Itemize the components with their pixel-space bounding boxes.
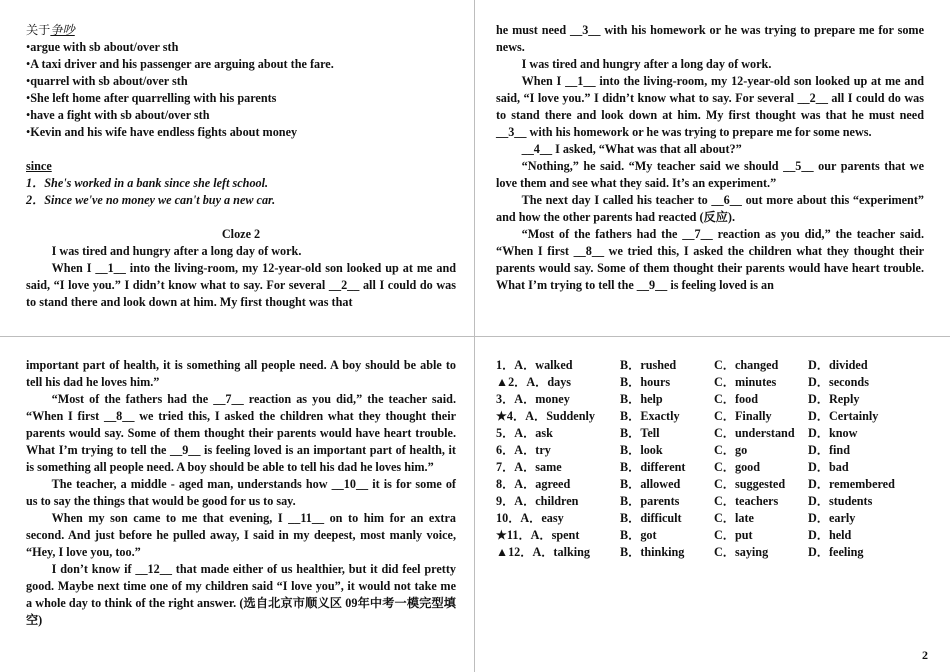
- since-example: 1．She's worked in a bank since she left school.: [26, 176, 269, 190]
- since-heading: since: [26, 159, 52, 173]
- bullet-text: have a fight with sb about/over sth: [30, 108, 210, 122]
- option-choice: C．good: [714, 460, 761, 474]
- option-row: [496, 425, 924, 442]
- option-choice: D．remembered: [808, 477, 895, 491]
- option-row: [496, 510, 924, 527]
- cloze-paragraph: When I __1__ into the living-room, my 12-year-old son looked up at me and said, “I love you.” I didn’t know what to say. For several __2__ all I could do was to stand there and look down at him. My first thought was that: [26, 261, 456, 309]
- option-choice: B．Exactly: [620, 409, 680, 423]
- cloze-title: Cloze 2: [221, 227, 261, 241]
- bullet-mark: •: [26, 108, 31, 122]
- option-choice: B．parents: [620, 494, 680, 508]
- option-row: [496, 459, 924, 476]
- option-choice: B．thinking: [620, 545, 685, 559]
- since-example: 2．Since we've no money we can't buy a new car.: [26, 193, 276, 207]
- option-question: 10．A．easy: [496, 511, 564, 525]
- option-choice: C．minutes: [714, 375, 777, 389]
- option-row: [496, 544, 924, 561]
- bullet-mark: •: [26, 125, 31, 139]
- option-choice: C．suggested: [714, 477, 786, 491]
- topic-heading: [26, 22, 456, 39]
- option-choice: B．difficult: [620, 511, 682, 525]
- option-question: 7．A．same: [496, 460, 562, 474]
- bullet-mark: •: [26, 91, 31, 105]
- option-choice: D．divided: [808, 358, 868, 372]
- option-row: [496, 374, 924, 391]
- cloze-paragraph-continued: he must need __3__ with his homework or he was trying to prepare me for some news.: [496, 23, 924, 54]
- option-question: ▲2．A．days: [496, 375, 572, 389]
- option-choice: C．go: [714, 443, 748, 457]
- option-choice: D．Certainly: [808, 409, 879, 423]
- option-question: ▲12．A．talking: [496, 545, 591, 559]
- option-choice: C．late: [714, 511, 754, 525]
- option-choice: D．held: [808, 528, 852, 542]
- cloze-paragraph: When I __1__ into the living-room, my 12-year-old son looked up at me and said, “I love you.” I didn’t know what to say. For several __2__ all I could do was to stand there and look down at him. My first thought was that he must need __3__ with his homework or he was trying to prepare me for some news.: [496, 74, 924, 139]
- option-question: 3．A．money: [496, 392, 570, 406]
- panel-bottom-right: [496, 357, 924, 561]
- topic-bullet-list: [26, 39, 456, 141]
- cloze-paragraph: I was tired and hungry after a long day of work.: [521, 57, 772, 71]
- cloze-paragraph: When my son came to me that evening, I __11__ on to him for an extra second. And just before he pulled away, I said in my deepest, most manly voice, “Hey, I love you, too.”: [26, 511, 456, 559]
- topic-bullet-item: [26, 107, 456, 124]
- horizontal-divider: [0, 336, 950, 337]
- cloze-paragraph: I don’t know if __12__ that made either of us healthier, but it did feel pretty good. Maybe next time one of my children said “I love you”, it would not take me a whole day to think of the right answer. (选自北京市顺义区 09年中考一模完型填空): [26, 562, 456, 627]
- bullet-text: quarrel with sb about/over sth: [30, 74, 188, 88]
- panel-bottom-left: [26, 357, 456, 629]
- option-question: ★4．A．Suddenly: [496, 409, 595, 423]
- option-choice: B．different: [620, 460, 686, 474]
- option-choice: B．allowed: [620, 477, 681, 491]
- option-row: [496, 527, 924, 544]
- option-row: [496, 391, 924, 408]
- option-choice: B．look: [620, 443, 663, 457]
- option-row: [496, 408, 924, 425]
- panel-top-right: [496, 22, 924, 294]
- option-choice: B．Tell: [620, 426, 660, 440]
- bullet-mark: •: [26, 40, 31, 54]
- cloze-paragraph: “Most of the fathers had the __7__ reaction as you did,” the teacher said. “When I first __8__ we tried this, I asked the children what they thought their parents would say. Some of them thought their parents would have heart trouble. What I’m trying to tell the __9__ is feeling loved is an important part of health, it is something all people need. A boy should be able to tell his dad he loves him.”: [26, 392, 456, 474]
- option-choice: D．Reply: [808, 392, 860, 406]
- topic-bullet-item: [26, 90, 456, 107]
- cloze-paragraph: __4__ I asked, “What was that all about?”: [521, 142, 742, 156]
- page-number: 2: [922, 648, 928, 662]
- option-choice: D．know: [808, 426, 858, 440]
- option-row: [496, 442, 924, 459]
- bullet-text: argue with sb about/over sth: [30, 40, 179, 54]
- option-choice: C．put: [714, 528, 753, 542]
- cloze-paragraph: “Most of the fathers had the __7__ reaction as you did,” the teacher said. “When I first __8__ we tried this, I asked the children what they thought their parents would say. Some of them thought their parents would have heart trouble. What I’m trying to tell the __9__ is feeling loved is an: [496, 227, 924, 292]
- option-choice: C．Finally: [714, 409, 772, 423]
- bullet-mark: •: [26, 57, 31, 71]
- cloze-paragraph: I was tired and hungry after a long day of work.: [51, 244, 302, 258]
- panel-top-left: [26, 22, 456, 311]
- option-row: [496, 357, 924, 374]
- option-choice: B．rushed: [620, 358, 677, 372]
- option-question: 1．A．walked: [496, 358, 573, 372]
- topic-bullet-item: [26, 124, 456, 141]
- option-choice: D．bad: [808, 460, 849, 474]
- option-question: ★11．A．spent: [496, 528, 580, 542]
- bullet-text: A taxi driver and his passenger are arguing about the fare.: [30, 57, 334, 71]
- option-question: 5．A．ask: [496, 426, 553, 440]
- option-choice: B．hours: [620, 375, 671, 389]
- option-choice: C．changed: [714, 358, 779, 372]
- option-choice: B．help: [620, 392, 663, 406]
- topic-bullet-item: [26, 56, 456, 73]
- option-question: 8．A．agreed: [496, 477, 571, 491]
- option-question: 6．A．try: [496, 443, 551, 457]
- topic-bullet-item: [26, 39, 456, 56]
- topic-word: 争吵: [50, 23, 75, 37]
- cloze-paragraph: The teacher, a middle - aged man, understands how __10__ it is for some of us to say the things that would be good for us to say.: [26, 477, 456, 508]
- option-choice: B．got: [620, 528, 657, 542]
- option-choice: D．students: [808, 494, 873, 508]
- option-choice: C．food: [714, 392, 759, 406]
- topic-bullet-item: [26, 73, 456, 90]
- option-choice: D．feeling: [808, 545, 864, 559]
- option-choice: D．find: [808, 443, 850, 457]
- topic-label: 关于: [26, 23, 51, 37]
- option-choice: D．seconds: [808, 375, 869, 389]
- option-row: [496, 493, 924, 510]
- option-choice: C．understand: [714, 426, 795, 440]
- option-choice: C．saying: [714, 545, 769, 559]
- cloze-paragraph: The next day I called his teacher to __6__ out more about this “experiment” and how the other parents had reacted (反应).: [496, 193, 924, 224]
- option-question: 9．A．children: [496, 494, 579, 508]
- option-choice: D．early: [808, 511, 856, 525]
- bullet-text: She left home after quarrelling with his parents: [30, 91, 277, 105]
- cloze-paragraph: “Nothing,” he said. “My teacher said we should __5__ our parents that we love them and see what they said. It’s an experiment.”: [496, 159, 924, 190]
- options-table: [496, 357, 924, 561]
- bullet-mark: •: [26, 74, 31, 88]
- bullet-text: Kevin and his wife have endless fights about money: [30, 125, 298, 139]
- option-choice: C．teachers: [714, 494, 779, 508]
- option-row: [496, 476, 924, 493]
- cloze-paragraph-continued: important part of health, it is something all people need. A boy should be able to tell his dad he loves him.”: [26, 358, 456, 389]
